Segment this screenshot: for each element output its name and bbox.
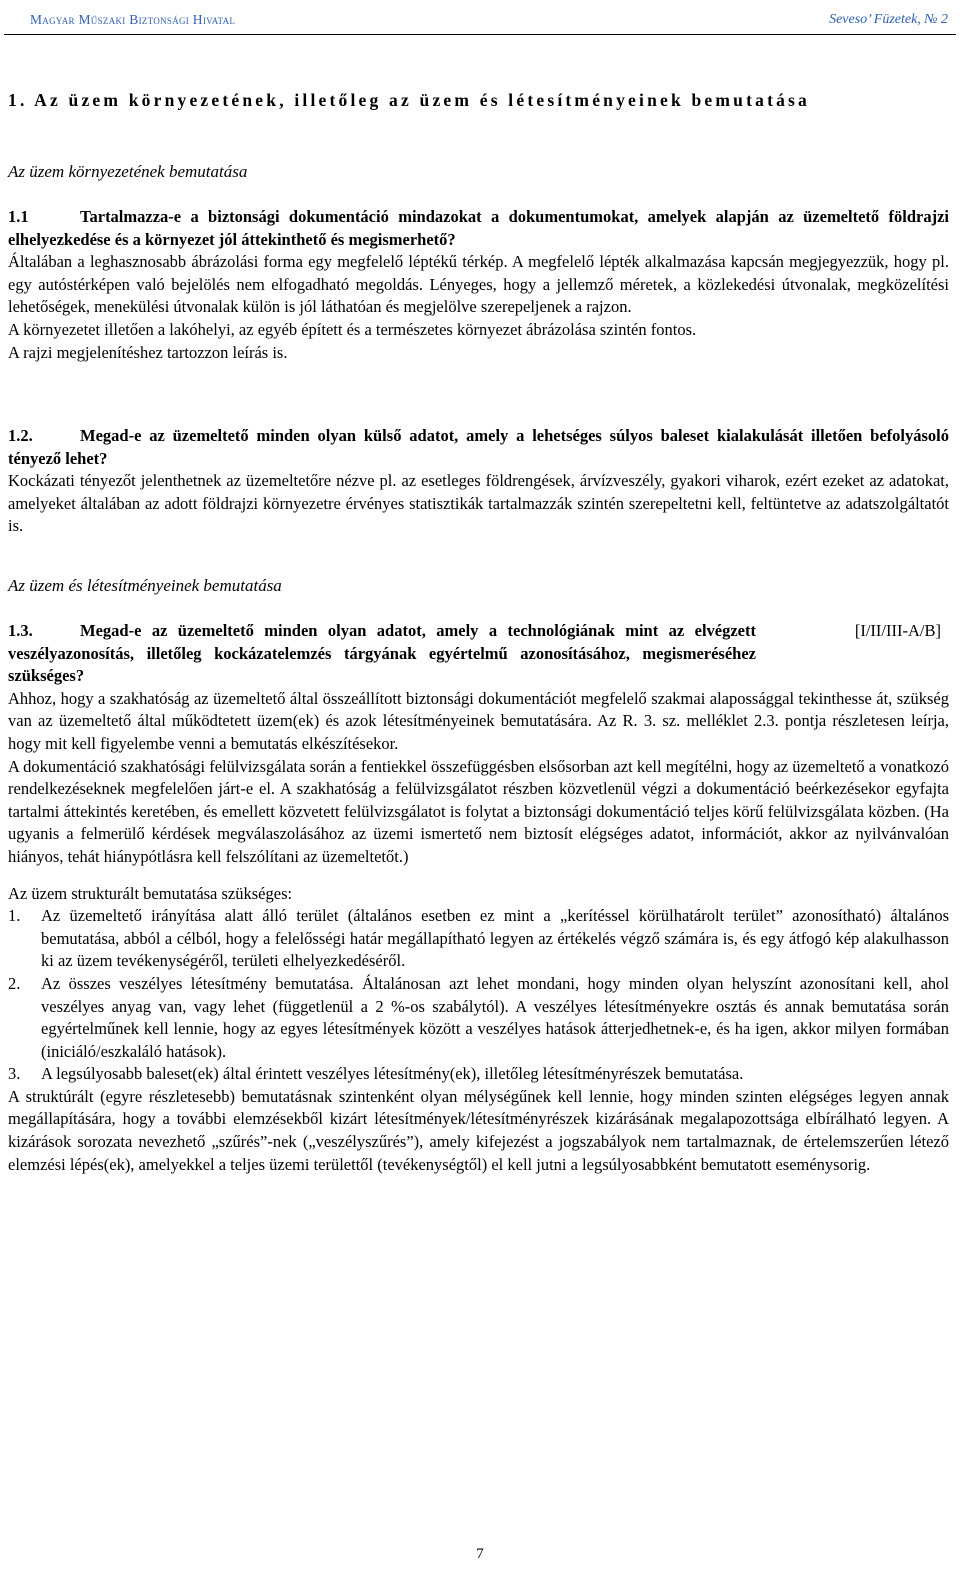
running-header bbox=[4, 4, 956, 35]
question-1-2-block bbox=[8, 425, 949, 538]
question-1-3 bbox=[8, 620, 949, 688]
question-text: Tartalmazza-e a biztonsági dokumentáció mindazokat a dokumentumokat, amelyek alapján az üzemeltető földrajzi elhelyezkedése és a környezet jól áttekinthető és megismerhető? bbox=[8, 207, 949, 249]
question-number: 1.1 bbox=[8, 207, 29, 226]
paragraph: Ahhoz, hogy a szakhatóság az üzemeltető által összeállított biztonsági dokumentációt megfelelő szakmai alapossággal tekinthesse át, szükség van az üzemeltető által működtetett üzem(ek) és azok létesítményeinek bemutatására. Az R. 3. sz. melléklet 2.3. pontja részletesen leírja, hogy mit kell figyelembe venni a bemutatás elkészítésekor. bbox=[8, 688, 949, 753]
paragraph: A rajzi megjelenítéshez tartozzon leírás is. bbox=[8, 342, 288, 362]
question-number: 1.3. bbox=[8, 621, 33, 640]
applicability-code: [I/II/III-A/B] bbox=[854, 621, 941, 640]
paragraph: Általában a leghasznosabb ábrázolási forma egy megfelelő léptékű térkép. A megfelelő lépték alkalmazása kapcsán megjegyezzük, hogy pl. egy autóstérképen való bejelölés nem elfogadható megoldás. Lényeges, hogy a jellemző méretek, a közlekedési útvonalak, megközelítési lehetőségek, menekülési útvonalak külön is jól láthatóan és megjelölve szerepeljenek a rajzon. bbox=[8, 252, 949, 317]
numbered-list bbox=[8, 905, 949, 1086]
question-1-2 bbox=[8, 425, 949, 470]
section-title-environment: Az üzem környezetének bemutatása bbox=[8, 162, 248, 181]
question-text: Megad-e az üzemeltető minden olyan külső adatot, amely a lehetséges súlyos baleset kialakulását illetően befolyásoló tényező lehet? bbox=[8, 426, 949, 468]
spacer bbox=[8, 869, 949, 883]
paragraph: A dokumentáció szakhatósági felülvizsgálata során a fentiekkel összefüggésben elsősorban azt kell megítélni, hogy az üzemeltető a vonatkozó rendelkezéseknek megfelelően járt-e el. A szakhatóság a felülvizsgálatot részben közvetlenül végzi a dokumentáció beérkezésekor egyfajta tartalmi áttekintés keretében, és emellett közvetett felülvizsgálatot is folytat a biztonsági dokumentáció teljes körű felülvizsgálata közben. (Ha ugyanis a felmerülő kérdések megválaszolásához az üzemi ismertető nem biztosít elégséges adatot, információt, akkor az nyilvánvalóan hiányos, tehát hiánypótlásra kell felszólítani az üzemeltetőt.) bbox=[8, 756, 949, 866]
question-text: Megad-e az üzemeltető minden olyan adatot, amely a technológiának mint az elvégzett veszélyazonosítás, illetőleg kockázatelemzés tárgyának egyértelmű azonosításához, megismeréséhez szükséges? bbox=[8, 621, 756, 686]
question-number: 1.2. bbox=[8, 426, 33, 445]
list-item: 3. A legsúlyosabb baleset(ek) által érintett veszélyes létesítmény(ek), illetőleg létesítményrészek bemutatása. bbox=[8, 1064, 744, 1084]
page-number: 7 bbox=[476, 1546, 484, 1562]
header-organization: Magyar Műszaki Biztonsági Hivatal bbox=[30, 12, 236, 27]
question-1-3-block bbox=[8, 620, 949, 1176]
header-series-title: Seveso’ Füzetek, № 2 bbox=[829, 12, 948, 27]
chapter-title: 1. Az üzem környezetének, illetőleg az üzem és létesítményeinek bemutatása bbox=[8, 90, 811, 110]
list-item: 1. Az üzemeltető irányítása alatt álló terület (általános esetben ez mint a „kerítéssel körülhatárolt terület” azonosítható) általános bemutatása, abból a célból, hogy a felelősségi határ megállapítható legyen az értékelés végző számára is, és egy átfogó kép alakulhasson ki az üzem tevékenységéről, területi elhelyezkedéséről. bbox=[8, 906, 949, 971]
paragraph: Kockázati tényezőt jelenthetnek az üzemeltetőre nézve pl. az esetleges földrengések, árvízveszély, gyakori viharok, ezért ezeket az adatokat, amelyeket általában az adott földrajzi környezetre érvényes statisztikák tartalmazzák szintén szerepeltetni kell, feltüntetve az adatszolgáltatót is. bbox=[8, 471, 949, 536]
list-item: 2. Az összes veszélyes létesítmény bemutatása. Általánosan azt lehet mondani, hogy minden olyan helyszínt azonosítani kell, ahol veszélyes anyag van, vagy lehet (függetlenül a 2 %-os szabálytól). A veszélyes létesítményekre osztás és annak bemutatása során egyértelműnek kell lennie, hogy az egyes létesítmények között a veszélyes hatások átterjedhetnek-e, és ha igen, akkor milyen formában (iniciáló/eszkaláló hatások). bbox=[8, 973, 949, 1061]
list-intro: Az üzem strukturált bemutatása szükséges: bbox=[8, 883, 293, 903]
question-1-1 bbox=[8, 206, 949, 251]
section-title-facilities: Az üzem és létesítményeinek bemutatása bbox=[8, 576, 282, 595]
question-1-1-block bbox=[8, 206, 949, 364]
paragraph: A környezetet illetően a lakóhelyi, az egyéb épített és a természetes környezet ábrázolása szintén fontos. bbox=[8, 319, 697, 339]
paragraph: A struktúrált (egyre részletesebb) bemutatásnak szintenként olyan mélységűnek kell lennie, hogy minden szinten elégséges legyen annak megállapítására, hogy a további elemzésekből kizárt létesítmények/létesítményrészek kizárásának megalapozottsága elbírálható legyen. A kizárások sorozata nevezhető „szűrés”-nek („veszélyszűrés”), amely kifejezést a jogszabályok nem tartalmaznak, de értelemszerűen létező elemzési lépés(ek), amelyekkel a teljes üzemi területtől (tevékenységtől) el kell jutni a legsúlyosabbként bemutatott eseménysorig. bbox=[8, 1086, 949, 1174]
